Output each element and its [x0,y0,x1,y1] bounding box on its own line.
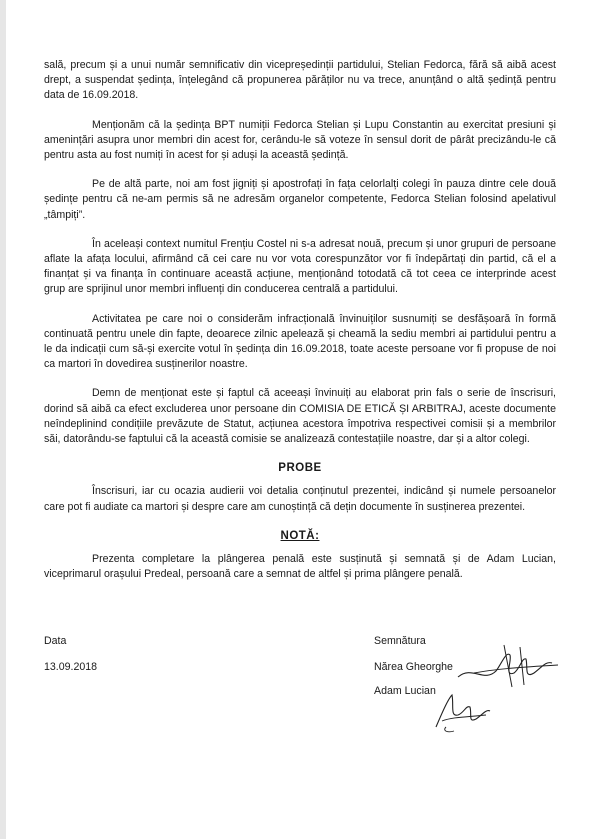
paragraph-5: Activitatea pe care noi o considerăm infracțională învinuiților susnumiți se desfășoară în formă continuată pentru unele din fapte, deoarece zilnic apelează și cheamă la sediu membri ai partidului pentru a le da indicații cum să-și exercite votul în ședința din 16.09.2018, toate aceste persoane vor fi propuse de noi ca martori în dovedirea susținerilor noastre. [44,312,556,371]
signer-name-2: Adam Lucian [374,685,436,697]
paragraph-3: Pe de altă parte, noi am fost jigniți și apostrofați în fața celorlalți colegi în pauza dintre cele două ședințe pentru că ne-am permis să ne adresăm organelor competente, Fedorca Stelian folosind apelativul „tâmpiți”. [44,178,556,221]
signer-name-1: Nărea Gheorghe [374,661,453,673]
handwritten-signature-1 [454,643,564,691]
probe-paragraph: Înscrisuri, iar cu ocazia audierii voi detalia conținutul prezentei, indicând și numele persoanelor care pot fi audiate ca martori și despre care am cunoștință că dețin documente în susținerea prezentei. [44,485,556,513]
paragraph-4: În aceleași context numitul Frențiu Costel ni s-a adresat nouă, precum și unor grupuri de persoane aflate la afața locului, afirmând că cei care nu vor vota corespunzător vor fi îndepărtați din partid, că el a finanțat și va finanța în continuare această acțiune, menționând totodată că tot ceea ce interprinde acest grup are sprijinul unor membri influenți din conducerea centrală a partidului. [44,237,556,296]
nota-heading: NOTĂ: [280,529,320,542]
paragraph-1: sală, precum și a unui număr semnificativ din vicepreședinții partidului, Stelian Fedorca, fără să aibă acest drept, a suspendat ședința, înțelegând că propunerea părăților nu va trece, anunțând o altă ședință pentru data de 16.09.2018. [44,59,556,102]
signature-block [44,635,564,745]
nota-paragraph: Prezenta completare la plângerea penală este susținută și semnată și de Adam Lucian, viceprimarul orașului Predeal, persoană care a semnat de altfel și prima plângere penală. [44,553,556,581]
document-body [44,58,556,596]
date-value: 13.09.2018 [44,661,98,673]
page-edge [0,0,6,839]
signature-label: Semnătura [374,635,426,647]
probe-heading: PROBE [278,462,322,475]
handwritten-signature-2 [428,687,498,735]
paragraph-2: Menționăm că la ședința BPT numiții Fedorca Stelian și Lupu Constantin au exercitat presiuni și amenințări asupra unor membri din acest for, cerându-le să voteze în sensul dorit de pârât precizându-le că pentru asta au fost numiți în acest for și aduși la această ședință. [44,118,556,162]
paragraph-6: Demn de menționat este și faptul că aceeași învinuiți au elaborat prin fals o serie de înscrisuri, dorind să aibă ca efect excluderea unor persoane din COMISIA DE ETICĂ ȘI ARBITRAJ, aceste documente neîndeplinind condițiile prevăzute de Statut, acțiunea acestora împotriva respectivei comisii și a membrilor săi, datorându-se faptului că la această comisie se analizează contestațiile noastre, dar și a altor colegi. [44,387,556,446]
date-label: Data [44,635,67,647]
